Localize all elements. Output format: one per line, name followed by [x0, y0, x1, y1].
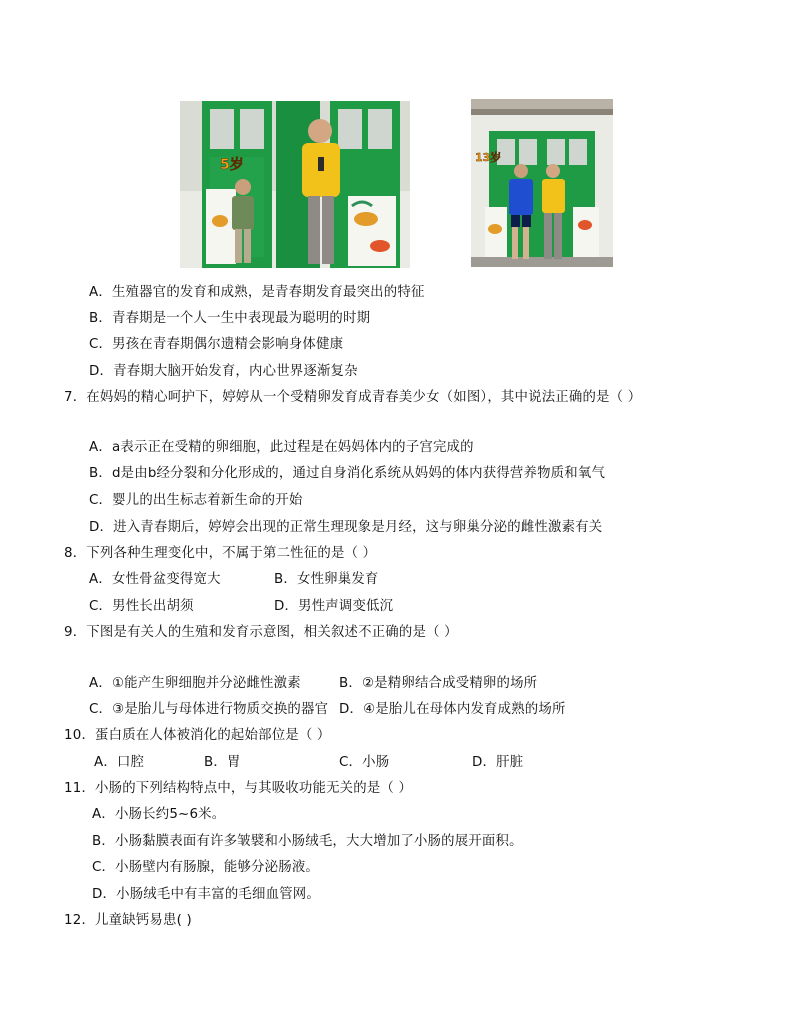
q11-option-b: B．小肠黏膜表面有许多皱襞和小肠绒毛，大大增加了小肠的展开面积。 — [92, 834, 523, 849]
q10-stem: 10．蛋白质在人体被消化的起始部位是（ ） — [64, 728, 331, 743]
q7-option-b: B．d是由b经分裂和分化形成的，通过自身消化系统从妈妈的体内获得营养物质和氧气 — [89, 466, 606, 481]
q8-option-c: C．男性长出胡须 — [89, 599, 194, 614]
q10-option-b: B．胃 — [204, 755, 241, 770]
q11-option-d: D．小肠绒毛中有丰富的毛细血管网。 — [92, 887, 320, 902]
q12-stem: 12．儿童缺钙易患( ) — [64, 913, 192, 928]
q8-option-b: B．女性卵巢发育 — [274, 572, 379, 587]
q8-stem: 8．下列各种生理变化中，不属于第二性征的是（ ） — [64, 546, 377, 561]
q10-option-a: A．口腔 — [94, 755, 145, 770]
q7-stem: 7．在妈妈的精心呵护下，婷婷从一个受精卵发育成青春美少女（如图），其中说法正确的是（ ） — [64, 390, 642, 405]
photo-age-5-illustration — [180, 101, 410, 268]
age-label-5: 5岁 — [220, 157, 244, 173]
q11-stem: 11．小肠的下列结构特点中，与其吸收功能无关的是（ ） — [64, 781, 413, 796]
q7-option-d: D．进入青春期后，婷婷会出现的正常生理现象是月经，这与卵巢分泌的雌性激素有关 — [89, 520, 603, 535]
q9-stem: 9．下图是有关人的生殖和发育示意图，相关叙述不正确的是（ ） — [64, 625, 458, 640]
q7-option-a: A．a表示正在受精的卵细胞，此过程是在妈妈体内的子宫完成的 — [89, 440, 474, 455]
q9-option-a: A．①能产生卵细胞并分泌雌性激素 — [89, 676, 301, 691]
photo-age-13-illustration — [471, 99, 613, 267]
q9-option-b: B．②是精卵结合成受精卵的场所 — [339, 676, 538, 691]
q11-option-a: A．小肠长约5~6米。 — [92, 807, 226, 822]
q11-option-c: C．小肠壁内有肠腺，能够分泌肠液。 — [92, 860, 319, 875]
q8-option-d: D．男性声调变低沉 — [274, 599, 394, 614]
age-label-13: 13岁 — [475, 151, 502, 164]
photo-age-5 — [180, 101, 410, 268]
q7-option-c: C．婴儿的出生标志着新生命的开始 — [89, 493, 303, 508]
q6-option-d: D．青春期大脑开始发育，内心世界逐渐复杂 — [89, 364, 358, 379]
q10-option-c: C．小肠 — [339, 755, 390, 770]
q9-option-c: C．③是胎儿与母体进行物质交换的器官 — [89, 702, 329, 717]
q6-option-c: C．男孩在青春期偶尔遗精会影响身体健康 — [89, 337, 344, 352]
q6-option-a: A．生殖器官的发育和成熟，是青春期发育最突出的特征 — [89, 285, 425, 300]
photo-age-13 — [471, 99, 613, 267]
q6-option-b: B．青春期是一个人一生中表现最为聪明的时期 — [89, 311, 371, 326]
q9-option-d: D．④是胎儿在母体内发育成熟的场所 — [339, 702, 566, 717]
q8-option-a: A．女性骨盆变得宽大 — [89, 572, 221, 587]
q10-option-d: D．肝脏 — [472, 755, 524, 770]
